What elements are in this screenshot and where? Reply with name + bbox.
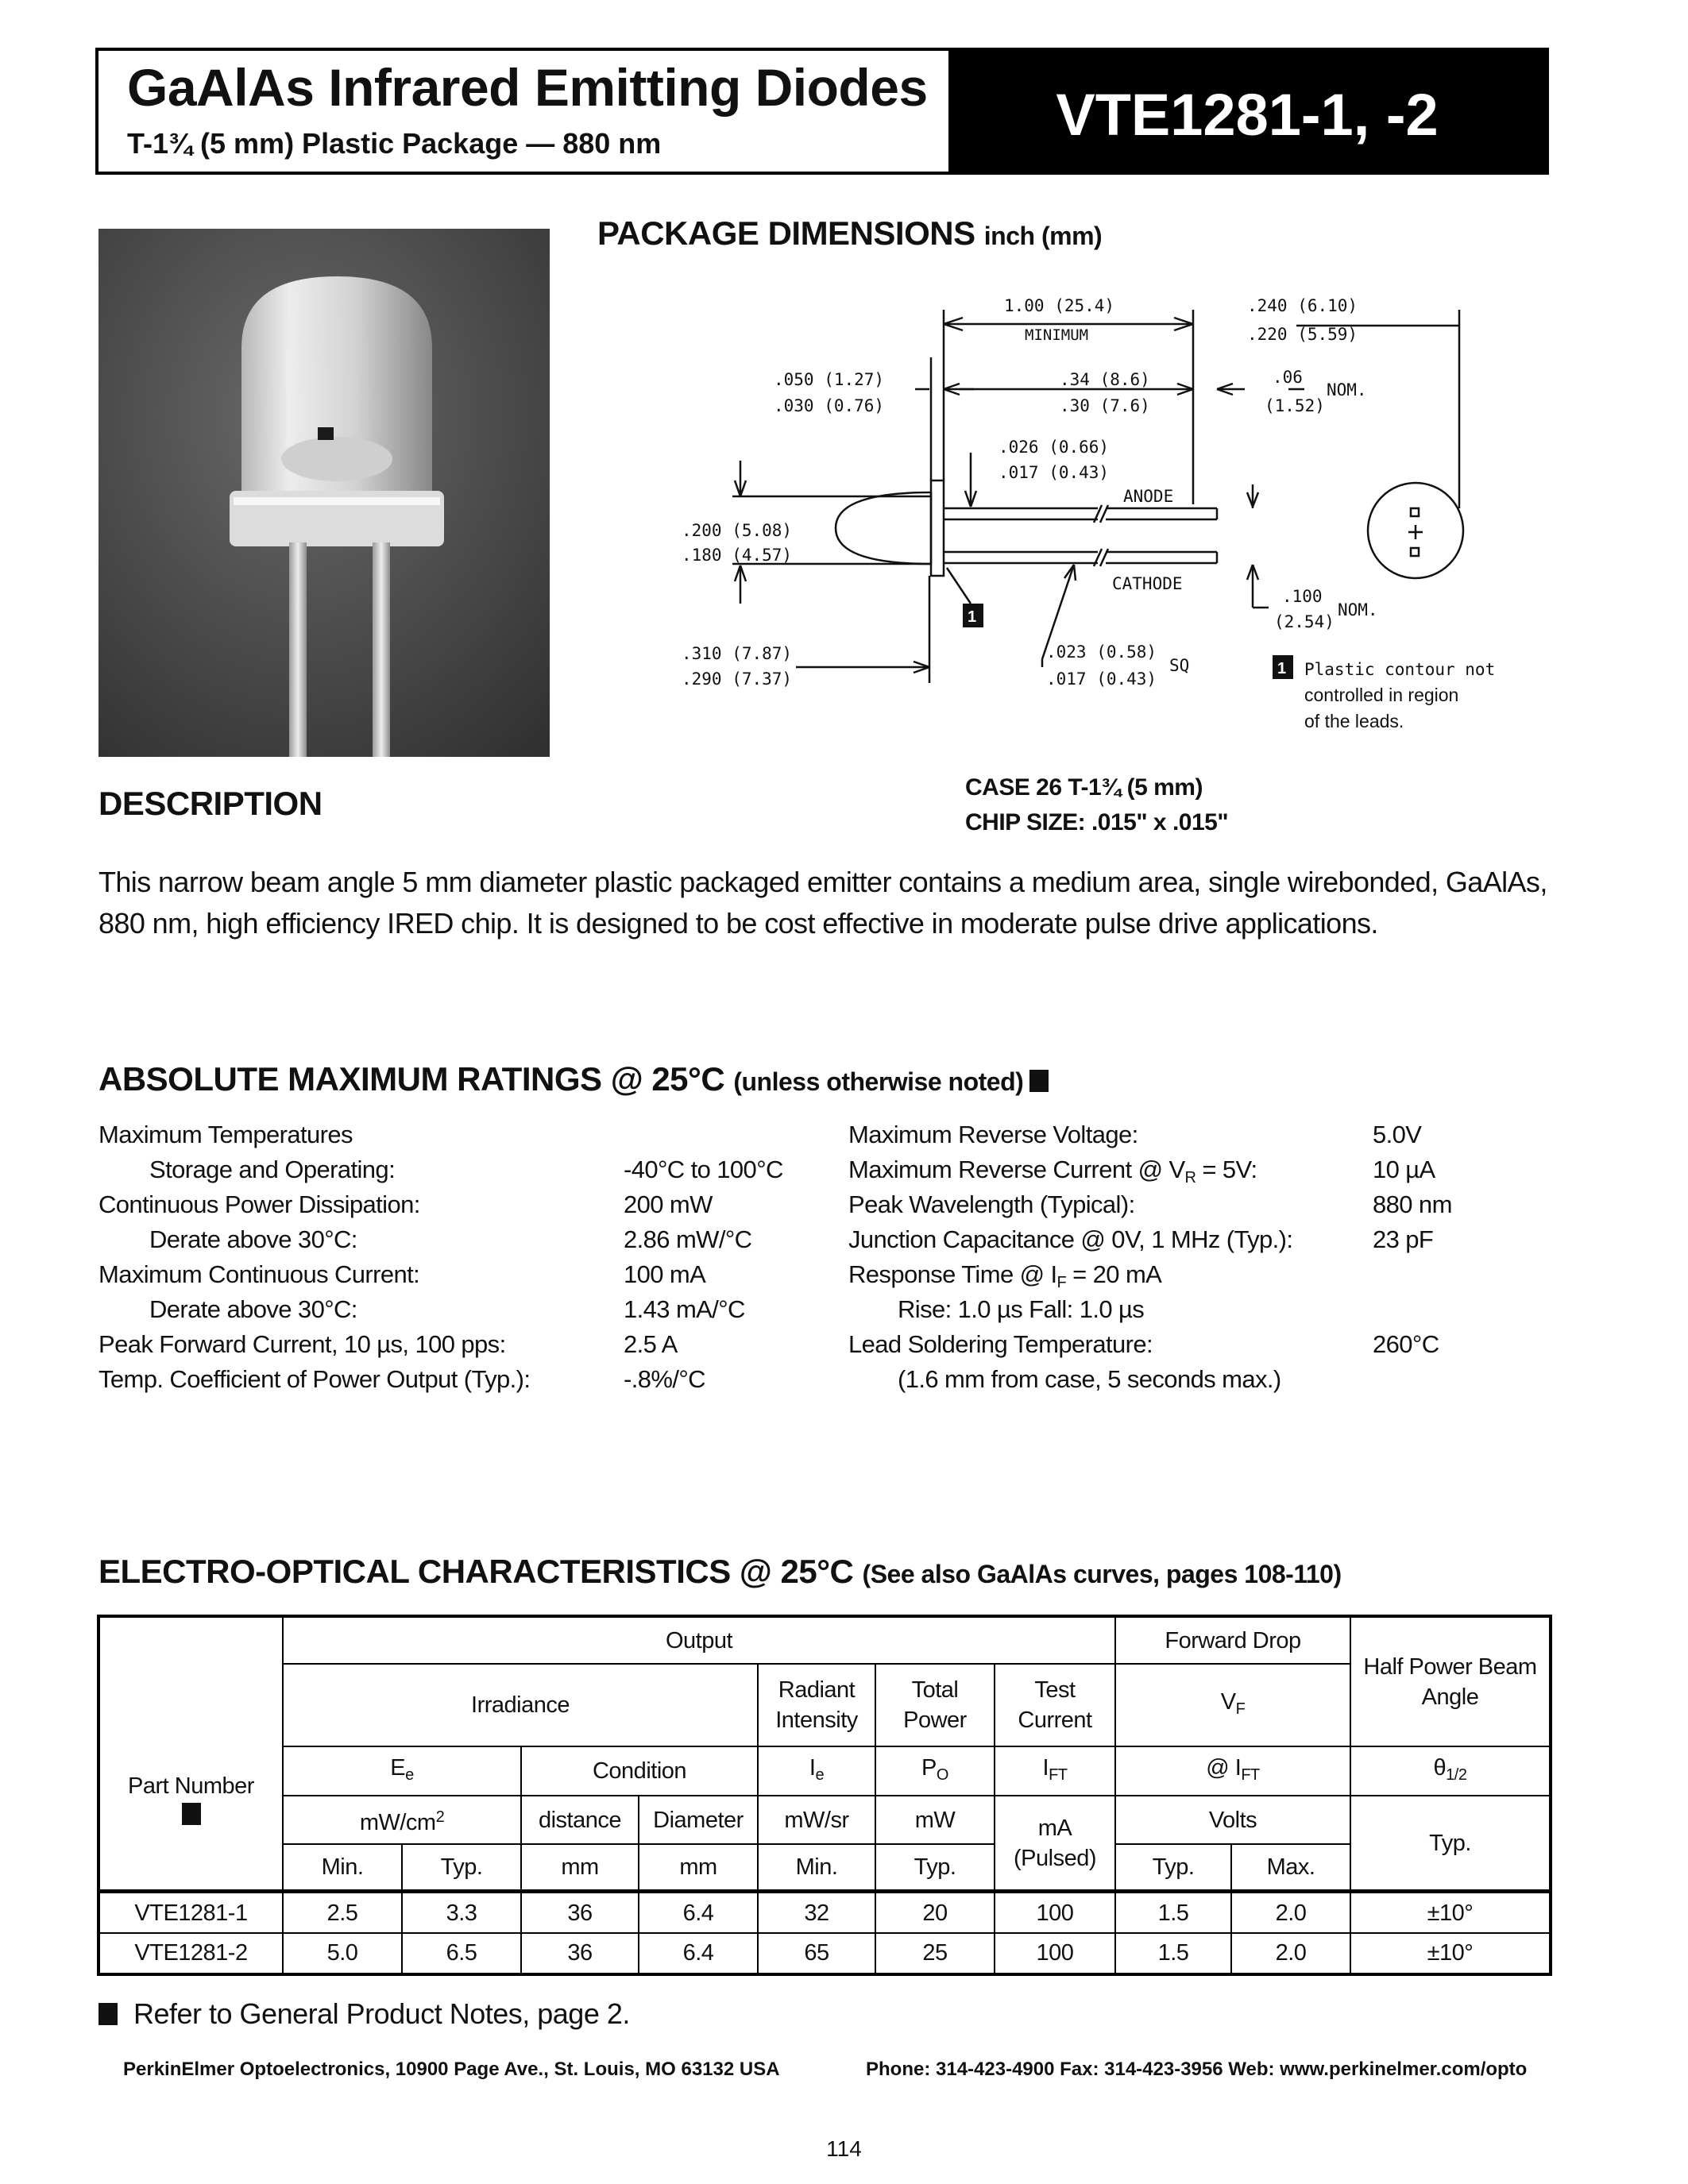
table-row [98, 1933, 1551, 1974]
dim-flat-mm: (1.52) [1265, 396, 1325, 415]
cell-ie-min: 32 [758, 1892, 875, 1933]
ratings-title: ABSOLUTE MAXIMUM RATINGS @ 25°C [98, 1060, 725, 1098]
electro-optical-title: ELECTRO-OPTICAL CHARACTERISTICS @ 25°C [98, 1553, 854, 1590]
dim-flange-dia-max: .310 (7.87) [682, 644, 793, 663]
dim-body-length-min: .30 (7.6) [1060, 396, 1150, 415]
header-left-panel [98, 51, 948, 172]
dim-lead-spacing-mm: (2.54) [1274, 612, 1335, 631]
header-test-current: Test Current [995, 1664, 1115, 1746]
cell-diameter: 6.4 [639, 1892, 758, 1933]
dim-lead-square-sq: SQ [1169, 656, 1190, 675]
header-irradiance: Irradiance [283, 1664, 758, 1746]
rating-label: Response Time @ $I_F = 20$ mA [848, 1260, 1162, 1291]
note-square-icon [1029, 1070, 1049, 1092]
dim-lead-thick-min: .017 (0.43) [999, 463, 1110, 482]
cell-distance: 36 [521, 1892, 639, 1933]
footnote [98, 1997, 630, 2031]
dim-lead-thick-max: .026 (0.66) [999, 438, 1110, 457]
sub-typ: Typ. [875, 1844, 995, 1892]
cell-po-typ: 20 [875, 1892, 995, 1933]
rating-label: Peak Wavelength (Typical): [848, 1190, 1135, 1218]
header-theta: $\theta_{1/2}$ [1350, 1746, 1551, 1796]
dim-diameter-max: .240 (6.10) [1247, 296, 1358, 315]
document-title: GaAlAs Infrared Emitting Diodes [127, 58, 928, 117]
dim-lead-spacing: .100 [1282, 587, 1323, 606]
sub-typ: Typ. [402, 1844, 521, 1892]
package-dimensions-title: PACKAGE DIMENSIONS [597, 214, 975, 252]
header-radiant-intensity: Radiant Intensity [758, 1664, 875, 1746]
rating-value: 260°C [1373, 1330, 1439, 1358]
part-number-title: VTE1281-1, -2 [1056, 82, 1439, 148]
dim-flat-nom: NOM. [1327, 380, 1367, 399]
note-marker-legend: 1 [1277, 660, 1287, 677]
package-dimensions-units: inch (mm) [983, 222, 1103, 250]
rating-value: 2.86 mW/°C [624, 1225, 752, 1253]
cell-ee-typ: 6.5 [402, 1933, 521, 1974]
dim-flange-min: .030 (0.76) [774, 396, 885, 415]
footnote-text: Refer to General Product Notes, page 2. [133, 1997, 630, 2030]
rating-value: 880 nm [1373, 1190, 1452, 1218]
header-half-power: Half Power Beam Angle [1350, 1616, 1551, 1746]
unit-mwcm2: $mW/cm^2$ [283, 1796, 521, 1843]
cell-ie-min: 65 [758, 1933, 875, 1974]
electro-optical-note: (See also GaAlAs curves, pages 108-110) [862, 1560, 1342, 1588]
rating-label: Maximum Temperatures [98, 1121, 353, 1148]
rating-label: Maximum Reverse Voltage: [848, 1121, 1138, 1148]
package-dimension-drawing [597, 270, 1551, 762]
note-square-icon [182, 1803, 201, 1825]
dim-overall-length-note: MINIMUM [1025, 326, 1089, 344]
header-ee: $E_e$ [283, 1746, 521, 1796]
rating-label: Junction Capacitance @ 0V, 1 MHz (Typ.): [848, 1225, 1293, 1253]
dim-flange-max: .050 (1.27) [774, 370, 885, 389]
label-anode: ANODE [1123, 487, 1174, 506]
sub-mm: mm [639, 1844, 758, 1892]
unit-diameter: Diameter [639, 1796, 758, 1843]
dim-height-max: .200 (5.08) [682, 521, 793, 540]
case-line: CASE 26 T-1¾ (5 mm) [965, 774, 1203, 801]
cell-vf-typ: 1.5 [1115, 1933, 1231, 1974]
cell-part: VTE1281-2 [98, 1933, 283, 1974]
rating-label: Temp. Coefficient of Power Output (Typ.): [98, 1365, 531, 1393]
footer-address: PerkinElmer Optoelectronics, 10900 Page Ave., St. Louis, MO 63132 USA [123, 2059, 780, 2080]
header-at-ift: @ $I_{FT}$ [1115, 1746, 1350, 1796]
ratings-note: (unless otherwise noted) [733, 1067, 1024, 1096]
header-po: $P_O$ [875, 1746, 995, 1796]
sub-min: Min. [758, 1844, 875, 1892]
header-part-number: Part Number [98, 1616, 283, 1892]
dim-overall-length: 1.00 (25.4) [1004, 296, 1115, 315]
rating-value: 5.0V [1373, 1121, 1422, 1148]
led-product-photo [98, 229, 550, 757]
cell-distance: 36 [521, 1933, 639, 1974]
sub-typ: Typ. [1115, 1844, 1231, 1892]
rating-label: Peak Forward Current, 10 µs, 100 pps: [98, 1330, 506, 1358]
dim-flange-dia-min: .290 (7.37) [682, 669, 793, 689]
sub-min: Min. [283, 1844, 402, 1892]
header-ie: $I_e$ [758, 1746, 875, 1796]
rating-label: Maximum Reverse Current @ $V_R = 5V$: [848, 1156, 1257, 1187]
table-row [98, 1892, 1551, 1933]
cell-ee-min: 5.0 [283, 1933, 402, 1974]
dim-lead-square-max: .023 (0.58) [1046, 642, 1157, 662]
rating-label: Derate above 30°C: [149, 1295, 357, 1323]
dim-flat-value: .06 [1273, 368, 1303, 387]
cell-ee-typ: 3.3 [402, 1892, 521, 1933]
footer-contact: Phone: 314-423-4900 Fax: 314-423-3956 Web: www.perkinelmer.com/opto [866, 2059, 1528, 2080]
rating-label: Maximum Continuous Current: [98, 1260, 420, 1288]
page-number: 114 [826, 2136, 862, 2161]
rating-value: 100 mA [624, 1260, 706, 1288]
label-cathode: CATHODE [1112, 574, 1183, 593]
rating-value: -40°C to 100°C [624, 1156, 783, 1183]
dim-body-length-max: .34 (8.6) [1060, 370, 1150, 389]
unit-mw: mW [875, 1796, 995, 1843]
unit-mwsr: mW/sr [758, 1796, 875, 1843]
document-subtitle: T-1¾ (5 mm) Plastic Package — 880 nm [127, 127, 662, 160]
unit-ma-pulsed: mA (Pulsed) [995, 1796, 1115, 1891]
unit-distance: distance [521, 1796, 639, 1843]
rating-value: 10 µA [1373, 1156, 1435, 1183]
cell-ift: 100 [995, 1933, 1115, 1974]
cell-diameter: 6.4 [639, 1933, 758, 1974]
case-info [965, 770, 1228, 840]
rating-label: Rise: 1.0 µs Fall: 1.0 µs [898, 1295, 1145, 1323]
cell-ee-min: 2.5 [283, 1892, 402, 1933]
note-square-icon [98, 2003, 118, 2025]
sub-mm: mm [521, 1844, 639, 1892]
package-dimensions-heading [597, 214, 1102, 253]
rating-label: Derate above 30°C: [149, 1225, 357, 1253]
rating-value: -.8%/°C [624, 1365, 705, 1393]
rating-value: 200 mW [624, 1190, 713, 1218]
chip-size-line: CHIP SIZE: .015" x .015" [965, 809, 1229, 835]
cell-po-typ: 25 [875, 1933, 995, 1974]
electro-optical-table [97, 1615, 1549, 1976]
description-text: This narrow beam angle 5 mm diameter plastic packaged emitter contains a medium area, single wirebonded, GaAlAs, 880 nm, high efficiency IRED chip. It is designed to be cost effective in moderate pulse drive applications. [98, 866, 1547, 940]
rating-label: (1.6 mm from case, 5 seconds max.) [898, 1365, 1281, 1393]
header-vf: $V_F$ [1115, 1664, 1350, 1746]
description-heading: DESCRIPTION [98, 785, 323, 822]
note-line-3: of the leads. [1304, 711, 1404, 731]
header-output: Output [283, 1616, 1115, 1664]
electro-optical-heading [98, 1553, 1342, 1591]
header-forward-drop: Forward Drop [1115, 1616, 1350, 1664]
header-ift: $I_{FT}$ [995, 1746, 1115, 1796]
header-right-panel [948, 51, 1546, 172]
dim-lead-square-min: .017 (0.43) [1046, 669, 1157, 689]
rating-label: Lead Soldering Temperature: [848, 1330, 1153, 1358]
cell-angle: ±10° [1350, 1933, 1551, 1974]
cell-angle: ±10° [1350, 1892, 1551, 1933]
cell-vf-typ: 1.5 [1115, 1892, 1231, 1933]
note-line-1: Plastic contour not [1304, 660, 1496, 679]
cell-vf-max: 2.0 [1231, 1933, 1350, 1974]
dim-diameter-min: .220 (5.59) [1247, 325, 1358, 344]
unit-angle-typ: Typ. [1350, 1796, 1551, 1891]
rating-label: Storage and Operating: [149, 1156, 396, 1183]
note-line-2: controlled in region [1304, 685, 1459, 705]
cell-ift: 100 [995, 1892, 1115, 1933]
header-banner [95, 48, 1549, 175]
dim-height-min: .180 (4.57) [682, 546, 793, 565]
cell-part: VTE1281-1 [98, 1892, 283, 1933]
header-condition: Condition [521, 1746, 758, 1796]
rating-value: 2.5 A [624, 1330, 678, 1358]
note-marker-drawing: 1 [968, 608, 977, 626]
rating-value: 23 pF [1373, 1225, 1434, 1253]
unit-volts: Volts [1115, 1796, 1350, 1843]
dim-lead-spacing-nom: NOM. [1338, 600, 1378, 619]
rating-value: 1.43 mA/°C [624, 1295, 745, 1323]
rating-label: Continuous Power Dissipation: [98, 1190, 420, 1218]
header-total-power: Total Power [875, 1664, 995, 1746]
cell-vf-max: 2.0 [1231, 1892, 1350, 1933]
sub-max: Max. [1231, 1844, 1350, 1892]
ratings-heading [98, 1060, 1049, 1098]
